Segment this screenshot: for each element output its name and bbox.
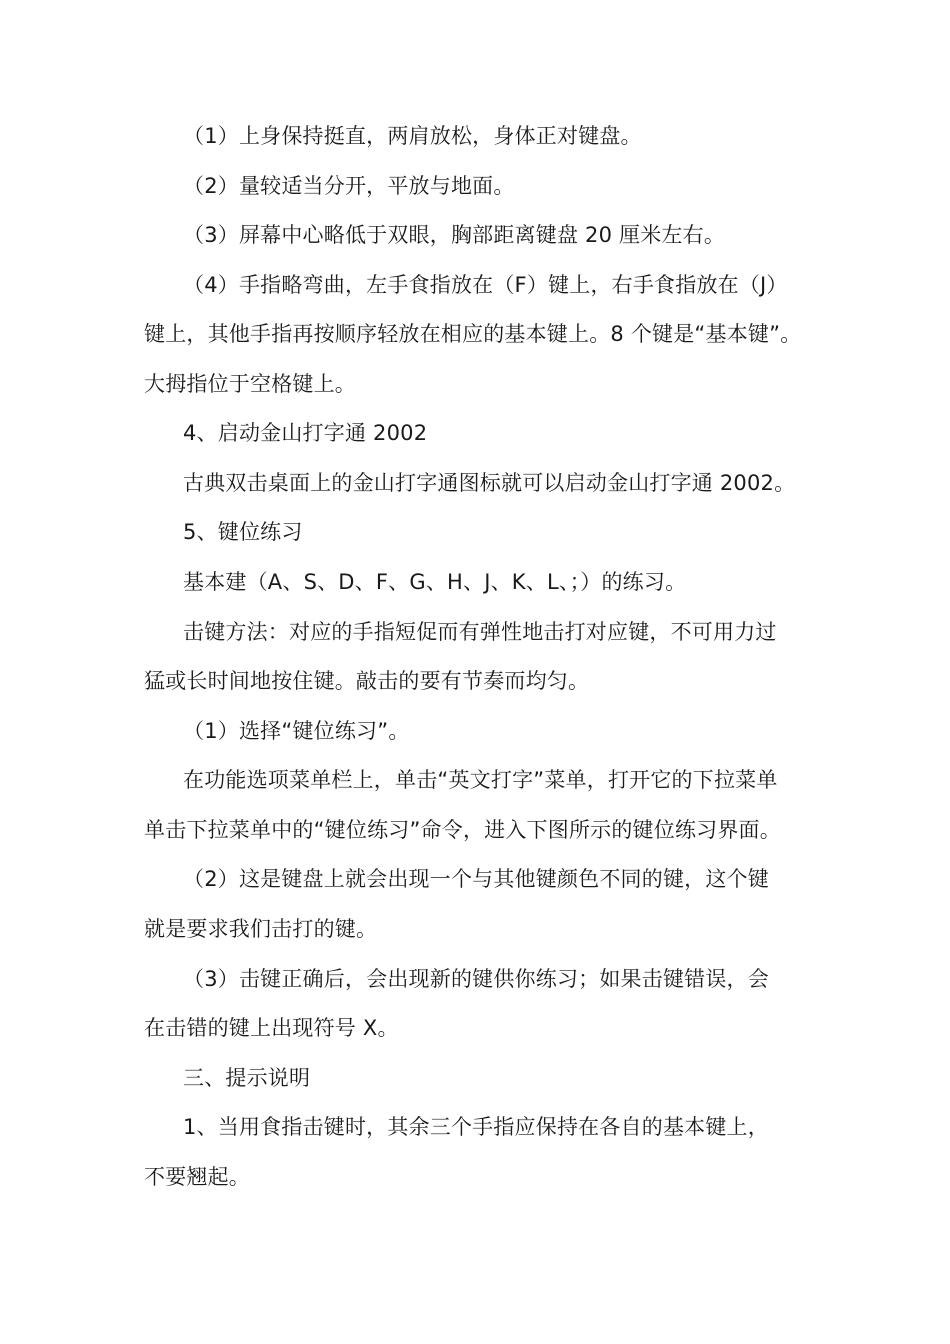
paragraph-launch: 古典双击桌面上的金山打字通图标就可以启动金山打字通 2002。 — [183, 471, 796, 495]
paragraph-step-2: （2）这是键盘上就会出现一个与其他键颜色不同的键，这个键 — [183, 867, 769, 891]
section-heading-4: 4、启动金山打字通 2002 — [183, 421, 428, 445]
paragraph-step-3: （3）击键正确后，会出现新的键供你练习；如果击键错误，会 — [183, 967, 769, 991]
paragraph-posture-4-cont-2: 大拇指位于空格键上。 — [144, 372, 356, 396]
paragraph-menu-instructions: 在功能选项菜单栏上，单击“英文打字”菜单，打开它的下拉菜单 — [183, 768, 778, 792]
paragraph-tip-1: 1、当用食指击键时，其余三个手指应保持在各自的基本键上， — [183, 1115, 769, 1139]
paragraph-posture-3: （3）屏幕中心略低于双眼，胸部距离键盘 20 厘米左右。 — [183, 223, 726, 247]
paragraph-step-1: （1）选择“键位练习”。 — [183, 719, 410, 743]
section-heading-tips: 三、提示说明 — [183, 1066, 311, 1090]
paragraph-posture-4: （4）手指略弯曲，左手食指放在（F）键上，右手食指放在（J） — [183, 273, 788, 297]
paragraph-menu-instructions-cont: 单击下拉菜单中的“键位练习”命令，进入下图所示的键位练习界面。 — [144, 818, 781, 842]
paragraph-posture-1: （1）上身保持挺直，两肩放松，身体正对键盘。 — [183, 124, 642, 148]
paragraph-basic-keys: 基本建（A、S、D、F、G、H、J、K、L、；）的练习。 — [183, 570, 687, 594]
paragraph-step-2-cont: 就是要求我们击打的键。 — [144, 917, 378, 941]
paragraph-posture-2: （2）量较适当分开，平放与地面。 — [183, 174, 515, 198]
section-heading-5: 5、键位练习 — [183, 520, 303, 544]
paragraph-step-3-cont: 在击错的键上出现符号 X。 — [144, 1016, 399, 1040]
paragraph-keystroke-method-cont: 猛或长时间地按住键。敲击的要有节奏而均匀。 — [144, 669, 590, 693]
paragraph-keystroke-method: 击键方法：对应的手指短促而有弹性地击打对应键，不可用力过 — [183, 620, 777, 644]
paragraph-posture-4-cont: 键上，其他手指再按顺序轻放在相应的基本键上。8 个键是“基本键”。 — [144, 322, 802, 346]
paragraph-tip-1-cont: 不要翘起。 — [144, 1165, 250, 1189]
